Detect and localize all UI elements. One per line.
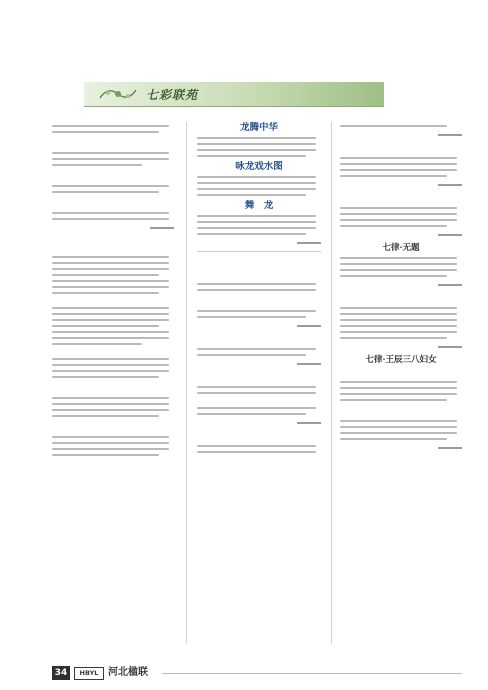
poem-heading	[52, 170, 174, 182]
poem-heading	[197, 430, 321, 442]
column-divider	[331, 122, 332, 644]
section-banner	[84, 82, 384, 107]
author-line	[197, 419, 321, 427]
author-line	[197, 322, 321, 330]
section-title: 七彩联苑	[146, 88, 199, 102]
column-divider	[186, 122, 187, 644]
poem-heading	[340, 366, 462, 378]
poem-heading: 龙腾中华	[239, 122, 278, 133]
floral-ornament-icon	[98, 84, 138, 104]
poem-heading	[52, 197, 174, 209]
page-number: 34	[52, 666, 70, 680]
poem-heading	[340, 405, 462, 417]
column-middle	[197, 122, 321, 644]
author-line	[340, 343, 462, 351]
poem-heading	[197, 295, 321, 307]
poem-heading	[340, 192, 462, 204]
poem-heading	[197, 333, 321, 345]
column-right	[340, 122, 462, 644]
magazine-logo: HBYL	[74, 667, 104, 680]
poem-heading: 舞 龙	[244, 200, 274, 211]
footer-rule	[162, 673, 462, 674]
author-line	[52, 224, 174, 232]
poem-heading	[52, 382, 174, 394]
author-line	[197, 360, 321, 368]
poem-heading	[340, 292, 462, 304]
poem-heading	[197, 268, 321, 280]
author-line	[340, 231, 462, 239]
poem-heading	[197, 256, 321, 268]
poem-heading: 七律·王辰三八妇女	[365, 355, 437, 365]
poem-heading	[52, 421, 174, 433]
poem-heading: 咏龙戏水图	[235, 161, 283, 172]
author-line	[340, 131, 462, 139]
poem-heading: 七律·无题	[382, 243, 420, 253]
poem-heading	[52, 137, 174, 149]
column-left	[52, 122, 174, 644]
magazine-title: 河北楹联	[108, 667, 148, 678]
poem-heading	[340, 142, 462, 154]
author-line	[197, 239, 321, 247]
author-line	[340, 444, 462, 452]
author-line	[340, 281, 462, 289]
page-footer	[52, 666, 462, 680]
author-line	[340, 181, 462, 189]
poem-heading	[197, 371, 321, 383]
poem-heading	[52, 235, 174, 247]
